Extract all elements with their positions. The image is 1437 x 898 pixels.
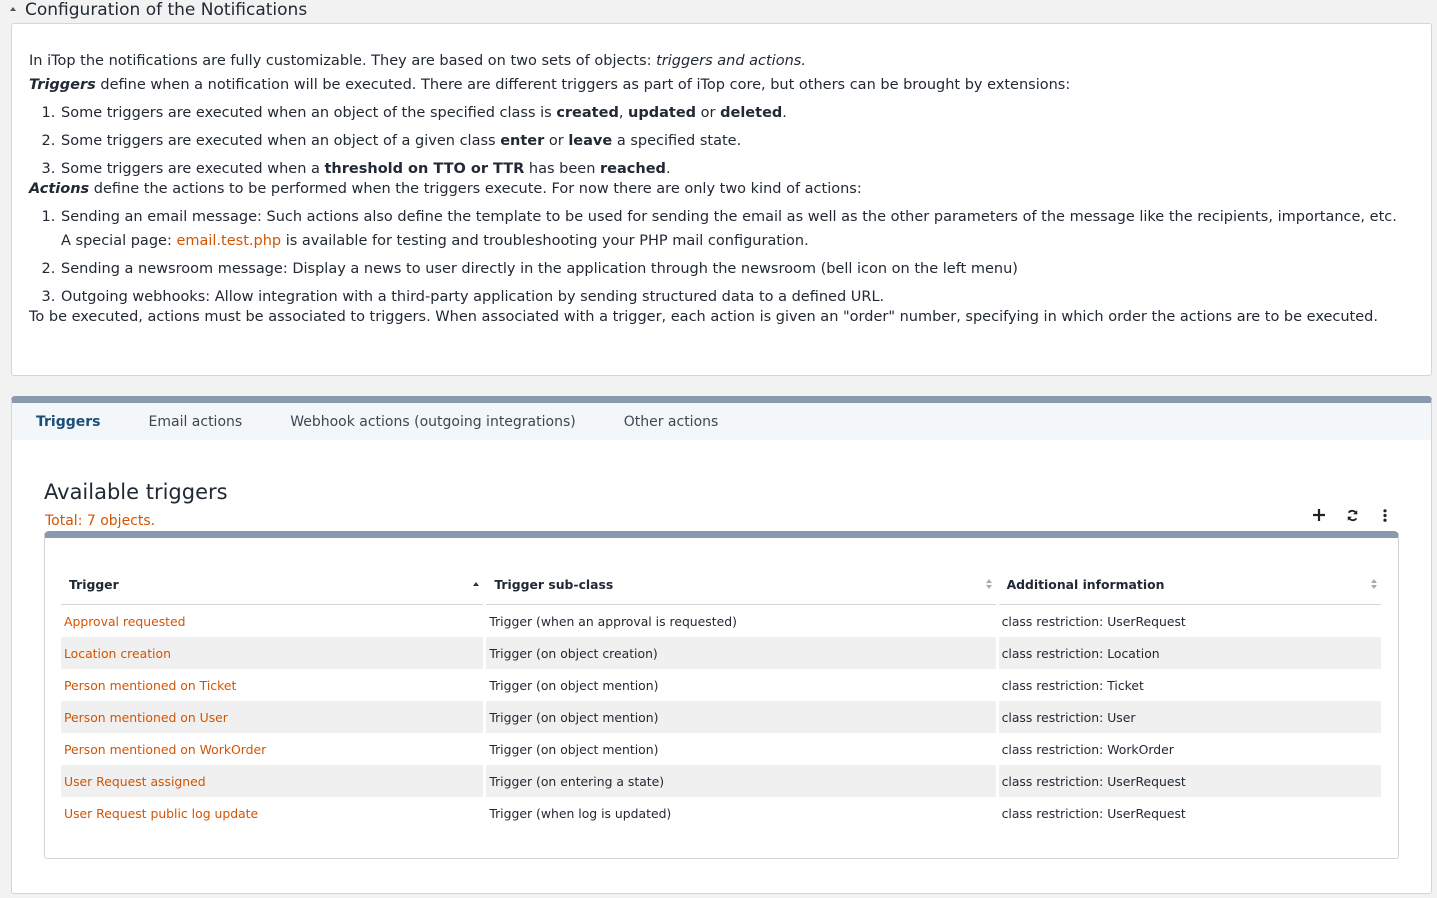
table-cell: class restriction: UserRequest — [1001, 805, 1186, 821]
trigger-link[interactable]: User Request public log update — [64, 805, 259, 821]
actions-paragraph: Actions define the actions to be performed when the triggers execute. For now there are only two kind of actions: — [29, 181, 862, 197]
table-cell: Trigger (when log is updated) — [489, 805, 672, 821]
table-row — [61, 669, 1381, 701]
email-test-link[interactable]: email.test.php — [176, 233, 282, 249]
tab-other-actions[interactable]: Other actions — [623, 413, 719, 430]
notifications-info-box — [11, 23, 1432, 376]
sort-icon — [986, 579, 992, 589]
collapse-caret-icon[interactable] — [10, 7, 16, 11]
table-cell: Trigger (on object creation) — [486, 637, 995, 669]
column-header-trigger[interactable]: Trigger — [61, 564, 483, 605]
table-cell: class restriction: User — [999, 701, 1381, 733]
table-row — [61, 797, 1381, 829]
column-header-additional-info[interactable]: Additional information — [999, 564, 1381, 605]
table-cell: class restriction: WorkOrder — [1001, 741, 1174, 757]
table-cell: class restriction: UserRequest — [1001, 613, 1186, 629]
objects-count: Total: 7 objects. — [45, 513, 156, 529]
table-row — [61, 605, 1381, 637]
intro-paragraph: In iTop the notifications are fully customizable. They are based on two sets of objects: triggers and actions. — [29, 53, 806, 69]
more-vertical-icon[interactable] — [1377, 507, 1393, 523]
table-row — [61, 733, 1381, 765]
trigger-link[interactable]: Person mentioned on Ticket — [64, 677, 237, 693]
tab-bar — [12, 403, 1431, 440]
tab-webhook-actions[interactable]: Webhook actions (outgoing integrations) — [290, 413, 576, 430]
list-item: 2. Some triggers are executed when an object of a given class enter or leave a specified state. — [60, 129, 1414, 153]
trigger-link[interactable]: Person mentioned on User — [64, 709, 228, 725]
table-cell: Trigger (when an approval is requested) — [489, 613, 737, 629]
list-item: 3. Some triggers are executed when a threshold on TTO or TTR has been reached. — [60, 157, 1414, 181]
list-item: 2. Sending a newsroom message: Display a news to user directly in the application through the newsroom (bell icon on the left menu) — [60, 257, 1414, 281]
table-row — [61, 765, 1381, 797]
block-title: Available triggers — [44, 480, 228, 504]
triggers-list — [60, 101, 1414, 181]
sort-icon — [1371, 579, 1377, 589]
execution-paragraph: To be executed, actions must be associated to triggers. When associated with a trigger, each action is given an "order" number, specifying in which order the actions are to be executed. — [29, 309, 1378, 325]
table-cell: Trigger (on object mention) — [489, 741, 659, 757]
block-toolbar — [1311, 507, 1393, 523]
table-row — [61, 701, 1381, 733]
table-cell: class restriction: Ticket — [1001, 677, 1144, 693]
list-item: 3. Outgoing webhooks: Allow integration with a third-party application by sending structured data to a defined URL. — [60, 285, 1414, 309]
table-cell: class restriction: UserRequest — [999, 765, 1381, 797]
table-cell: Trigger (on entering a state) — [486, 765, 995, 797]
tab-email-actions[interactable]: Email actions — [148, 413, 243, 430]
tabs-panel — [11, 396, 1432, 894]
list-item: 1. Some triggers are executed when an object of the specified class is created, updated or deleted. — [60, 101, 1414, 125]
column-header-trigger-subclass[interactable]: Trigger sub-class — [486, 564, 995, 605]
triggers-paragraph: Triggers define when a notification will be executed. There are different triggers as part of iTop core, but others can be brought by extensions: — [29, 77, 1071, 93]
plus-icon[interactable] — [1311, 507, 1327, 523]
table-row — [61, 637, 1381, 669]
section-title: Configuration of the Notifications — [25, 0, 308, 20]
list-item: 1. Sending an email message: Such actions also define the template to be used for sending the email as well as the other parameters of the message like the recipients, importance, etc. A special page: email.test.php is available for testing and troubleshooting your PHP mail configuration. — [60, 205, 1414, 253]
triggers-table-container — [44, 531, 1399, 859]
table-cell: Trigger (on object mention) — [486, 701, 995, 733]
trigger-link[interactable]: Person mentioned on WorkOrder — [64, 741, 267, 757]
sort-ascending-icon — [473, 582, 479, 586]
actions-list — [60, 205, 1414, 309]
trigger-link[interactable]: User Request assigned — [64, 773, 206, 789]
tab-triggers[interactable]: Triggers — [36, 413, 101, 430]
table-cell: class restriction: Location — [999, 637, 1381, 669]
trigger-link[interactable]: Approval requested — [64, 613, 186, 629]
triggers-table — [58, 564, 1384, 829]
trigger-link[interactable]: Location creation — [64, 645, 171, 661]
refresh-icon[interactable] — [1344, 507, 1360, 523]
section-header[interactable] — [10, 0, 307, 20]
table-cell: Trigger (on object mention) — [489, 677, 659, 693]
